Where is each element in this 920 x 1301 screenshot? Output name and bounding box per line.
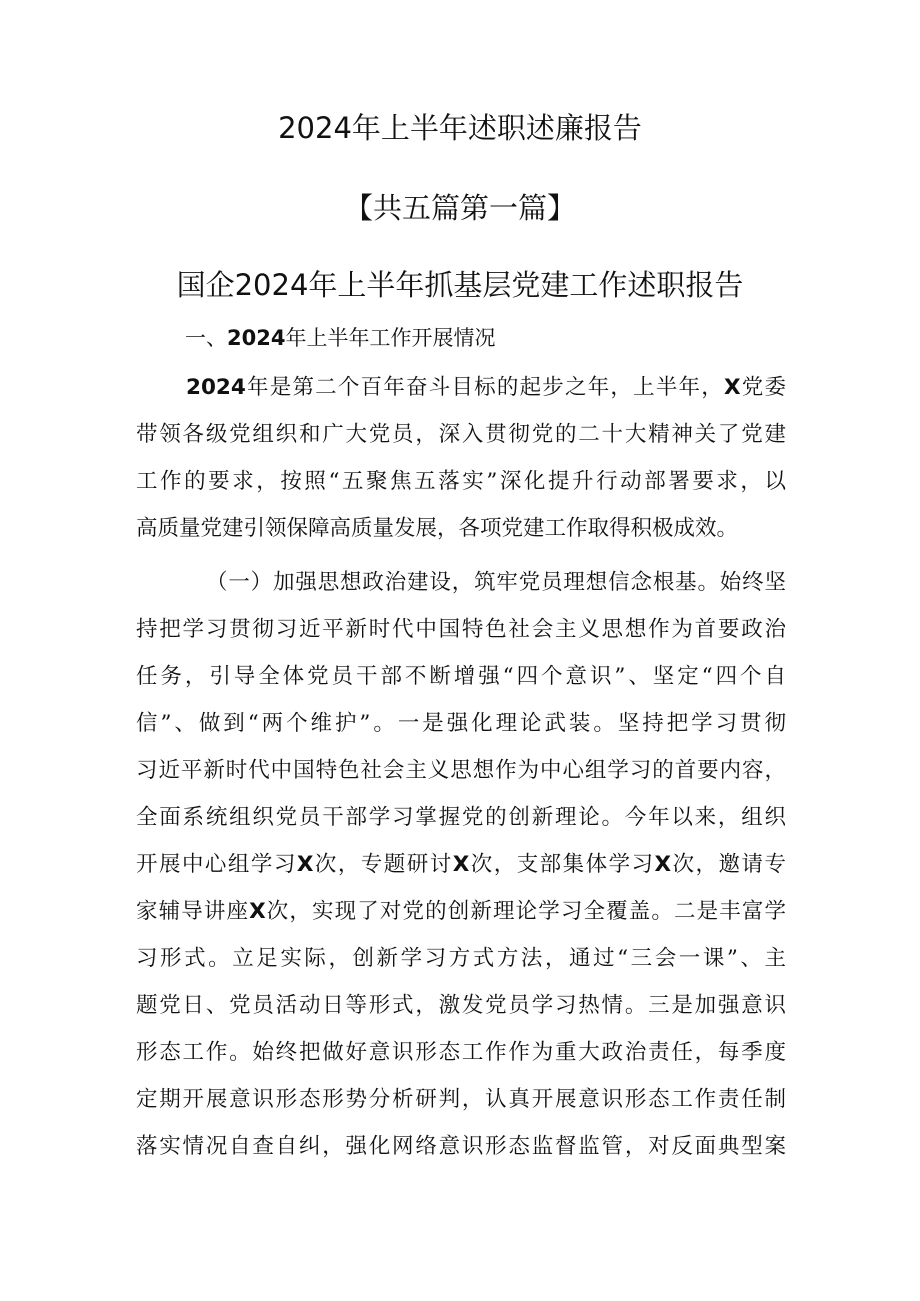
heading-year: 2024 [227, 326, 286, 350]
paragraph-line: 高质量党建引领保障高质量发展，各项党建工作取得积极成效。 [136, 516, 739, 541]
line-text: 年是第二个百年奋斗目标的起步之年，上半年， [245, 375, 724, 400]
paragraph-line: 工作的要求，按照“五聚焦五落实”深化提升行动部署要求，以 [136, 469, 786, 494]
paragraph-line: 定期开展意识形态形势分析研判，认真开展意识形态工作责任制 [136, 1087, 786, 1112]
line-text: 开展中心组学习 [136, 852, 297, 877]
line-text: 家辅导讲座 [136, 899, 250, 924]
paragraph-line: 习近平新时代中国特色社会主义思想作为中心组学习的首要内容， [136, 758, 786, 783]
line-text: 次，专题研讨 [313, 852, 453, 877]
line-text: 党委 [740, 375, 786, 400]
paragraph-line: （一）加强思想政治建设，筑牢党员理想信念根基。始终坚 [206, 570, 786, 595]
paragraph-line: 落实情况自查自纠，强化网络意识形态监督监管，对反面典型案 [136, 1134, 786, 1159]
placeholder-x: X [654, 852, 672, 877]
paragraph-line: 题党日、党员活动日等形式，激发党员学习热情。三是加强意识 [136, 993, 786, 1018]
paragraph-line: 习形式。立足实际，创新学习方式方法，通过“三会一课”、主 [136, 946, 786, 971]
paragraph-line: 带领各级党组织和广大党员，深入贯彻党的二十大精神关了党建 [136, 422, 786, 447]
paragraph-line: 形态工作。始终把做好意识形态工作作为重大政治责任，每季度 [136, 1040, 786, 1065]
heading-prefix: 一、 [185, 326, 227, 350]
main-title: 2024年上半年述职述廉报告 [278, 111, 642, 145]
heading-text: 年上半年工作开展情况 [285, 326, 496, 350]
line-text: 次，实现了对党的创新理论学习全覆盖。二是丰富学 [265, 899, 786, 924]
paragraph-2 [136, 559, 786, 1170]
subtitle: 【共五篇第一篇】 [343, 191, 576, 225]
section-heading [185, 322, 495, 354]
report-title: 国企2024年上半年抓基层党建工作述职报告 [176, 268, 744, 302]
paragraph-1 [136, 364, 786, 552]
placeholder-x: X [723, 375, 741, 400]
paragraph-line [136, 841, 786, 888]
placeholder-x: X [296, 852, 314, 877]
paragraph-line [136, 364, 786, 411]
paragraph-line: 任务，引导全体党员干部不断增强“四个意识”、坚定“四个自 [136, 664, 786, 689]
line-text: 次，支部集体学习 [469, 852, 655, 877]
paragraph-line [136, 888, 786, 935]
placeholder-x: X [452, 852, 470, 877]
paragraph-line: 持把学习贯彻习近平新时代中国特色社会主义思想作为首要政治 [136, 617, 786, 642]
line-text: 次，邀请专 [671, 852, 786, 877]
placeholder-x: X [249, 899, 266, 924]
paragraph-line: 信”、做到“两个维护”。一是强化理论武装。坚持把学习贯彻 [136, 711, 786, 736]
year-text: 2024 [186, 375, 246, 400]
paragraph-line: 全面系统组织党员干部学习掌握党的创新理论。今年以来，组织 [136, 805, 786, 830]
